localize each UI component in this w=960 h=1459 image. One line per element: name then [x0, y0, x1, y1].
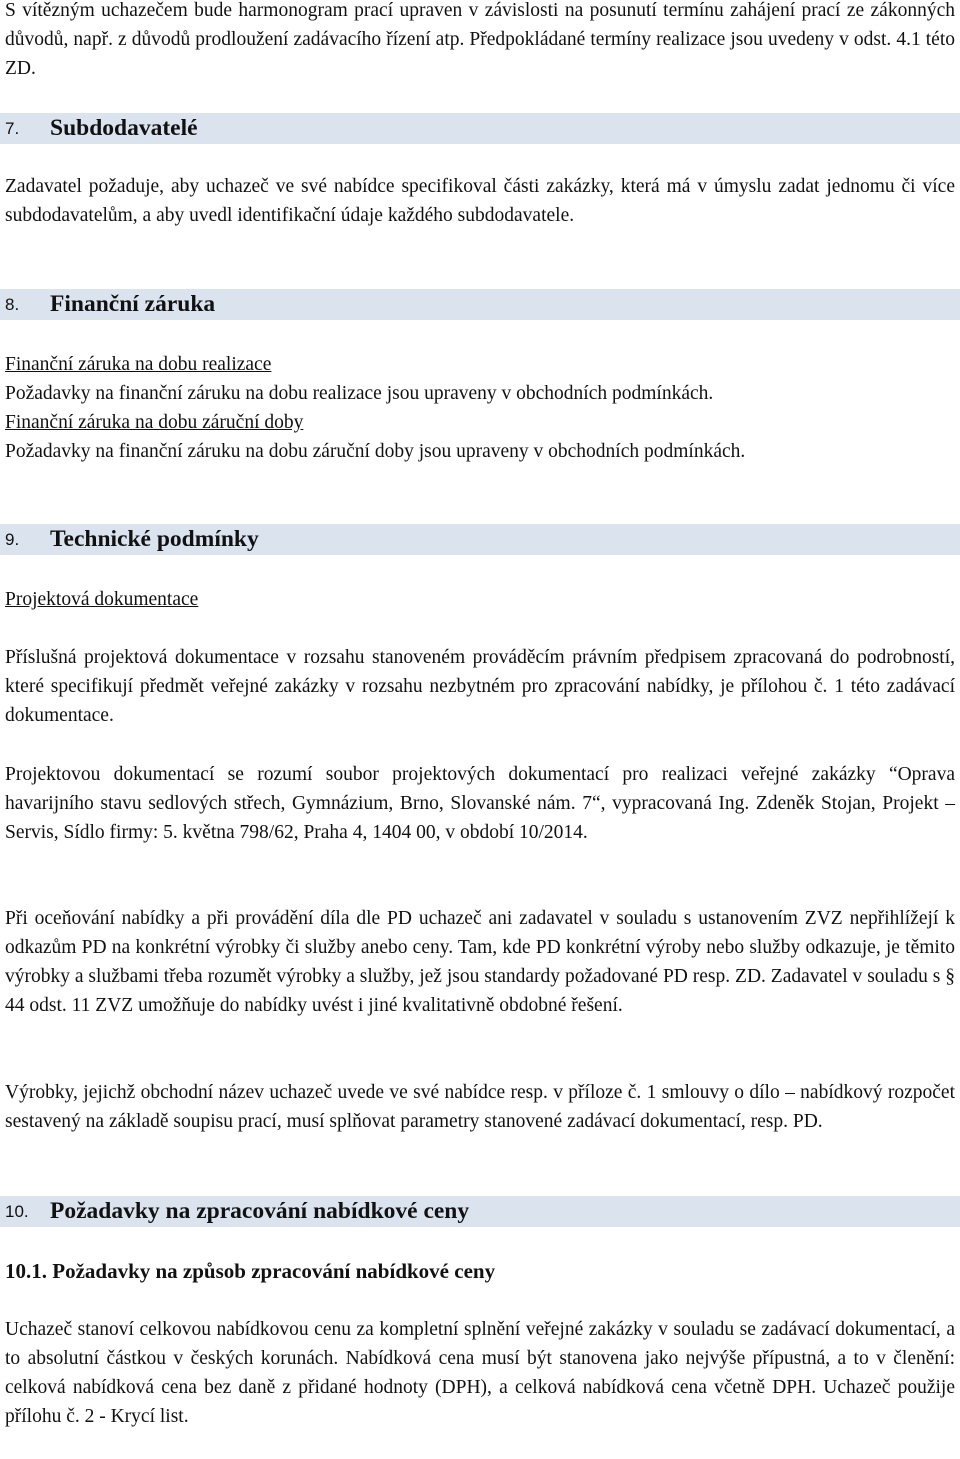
section-10-heading: [5, 1196, 469, 1227]
section-9-paragraph-4: Výrobky, jejichž obchodní název uchazeč uvede ve své nabídce resp. v příloze č. 1 smlouvy o dílo – nabídkový rozpočet sestavený na základě soupisu prací, musí splňovat parametry stanovené zadávací dokumentací, resp. PD.: [5, 1082, 955, 1132]
section-7-title: Subdodavatelé: [50, 115, 198, 141]
section-9-number: 9.: [5, 529, 20, 549]
section-8-heading: [5, 289, 215, 320]
section-7-body: Zadavatel požaduje, aby uchazeč ve své nabídce specifikoval části zakázky, která má v úmyslu zadat jednomu či více subdodavatelům, a aby uvedl identifikační údaje každého subdodavatele.: [5, 176, 955, 226]
section-9-paragraph-3: Při oceňování nabídky a při provádění díla dle PD uchazeč ani zadavatel v souladu s ustanovením ZVZ nepřihlížejí k odkazům PD na konkrétní výrobky či služby anebo ceny. Tam, kde PD konkrétní výroby nebo služby odkazuje, je těmito výrobky a službami třeba rozumět výrobky a služby, jež jsou standardy požadované PD resp. ZD. Zadavatel v souladu s § 44 odst. 11 ZVZ umožňuje do nabídky uvést i jiné kvalitativně obdobné řešení.: [5, 908, 955, 1016]
section-8-subheading-realization: Finanční záruka na dobu realizace: [5, 354, 272, 375]
section-8-subheading-warranty: Finanční záruka na dobu záruční doby: [5, 412, 304, 433]
section-10-1-subheading: 10.1. Požadavky na způsob zpracování nabídkové ceny: [5, 1259, 496, 1283]
section-9-subheading-project-documentation: Projektová dokumentace: [5, 589, 199, 610]
section-8-number: 8.: [5, 294, 20, 314]
section-7-heading: [5, 113, 198, 144]
section-8-warranty-body: Požadavky na finanční záruku na dobu záruční doby jsou upraveny v obchodních podmínkách.: [5, 441, 746, 462]
section-10-paragraph-1: Uchazeč stanoví celkovou nabídkovou cenu za kompletní splnění veřejné zakázky v souladu se zadávací dokumentací, a to absolutní částkou v českých korunách. Nabídková cena musí být stanovena jako nejvýše přípustná, a to v členění: celková nabídková cena bez daně z přidané hodnoty (DPH), a celková nabídková cena včetně DPH. Uchazeč použije přílohu č. 2 - Krycí list.: [5, 1319, 955, 1427]
section-9-paragraph-1: Příslušná projektová dokumentace v rozsahu stanoveném prováděcím právním předpisem zpracovaná do podrobností, které specifikují předmět veřejné zakázky v rozsahu nezbytném pro zpracování nabídky, je přílohou č. 1 této zadávací dokumentace.: [5, 647, 955, 726]
intro-paragraph: S vítězným uchazečem bude harmonogram prací upraven v závislosti na posunutí termínu zahájení prací ze zákonných důvodů, např. z důvodů prodloužení zadávacího řízení atp. Předpokládané termíny realizace jsou uvedeny v odst. 4.1 této ZD.: [5, 0, 955, 79]
section-8-title: Finanční záruka: [50, 291, 216, 317]
section-9-heading: [5, 524, 259, 555]
section-9-paragraph-2: Projektovou dokumentací se rozumí soubor projektových dokumentací pro realizaci veřejné zakázky “Oprava havarijního stavu sedlových střech, Gymnázium, Brno, Slovanské nám. 7“, vypracovaná Ing. Zdeněk Stojan, Projekt – Servis, Sídlo firmy: 5. května 798/62, Praha 4, 1404 00, v období 10/2014.: [5, 764, 955, 843]
section-9-title: Technické podmínky: [50, 526, 259, 552]
section-10-title: Požadavky na zpracování nabídkové ceny: [50, 1198, 470, 1224]
section-10-number: 10.: [5, 1201, 29, 1221]
section-7-number: 7.: [5, 118, 20, 138]
section-8-realization-body: Požadavky na finanční záruku na dobu realizace jsou upraveny v obchodních podmínkách.: [5, 383, 714, 404]
